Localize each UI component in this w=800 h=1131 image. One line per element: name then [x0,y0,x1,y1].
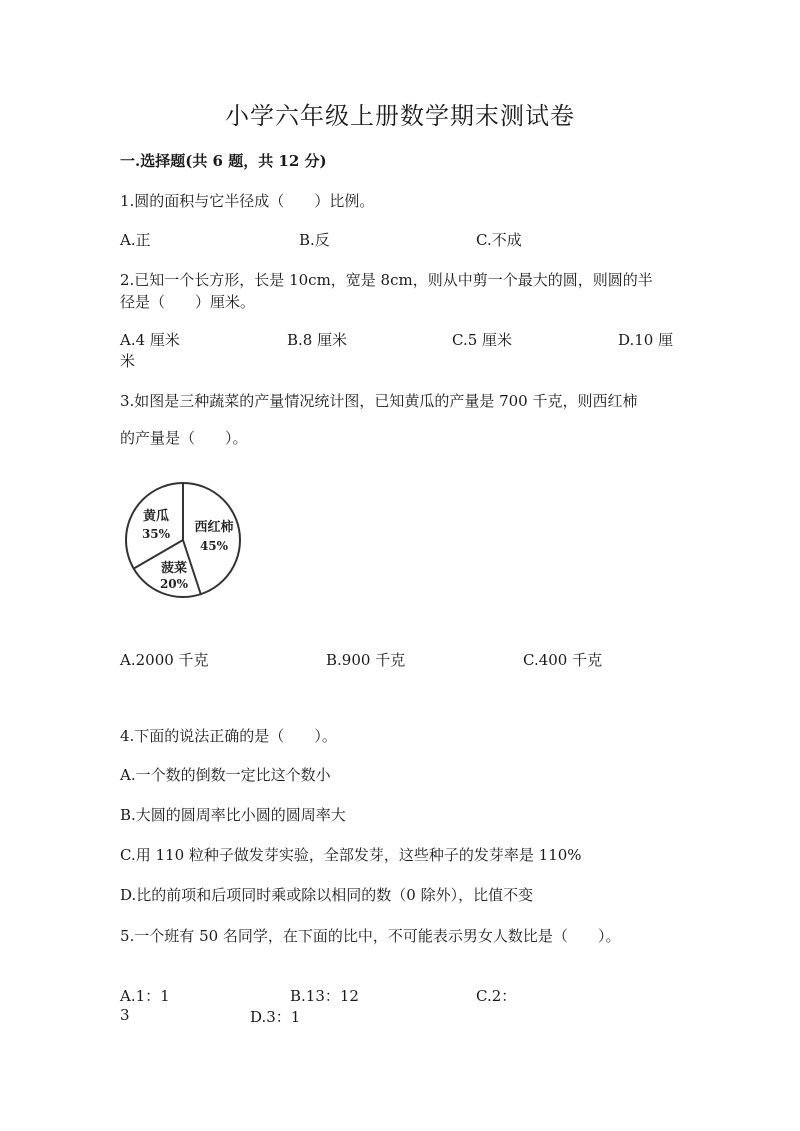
question-1: 1.圆的面积与它半径成（ ）比例。 [120,192,375,210]
q5-option-a: A.1：1 [120,987,170,1005]
page-title: 小学六年级上册数学期末测试卷 [225,102,575,130]
q3-option-b: B.900 千克 [326,651,406,669]
slice-label-spinach: 菠菜 [160,561,188,576]
q4-option-d: D.比的前项和后项同时乘或除以相同的数（0 除外），比值不变 [120,886,534,904]
q2-option-a: A.4 厘米 [120,331,180,349]
slice-pct-tomato: 45% [199,539,229,553]
q2-option-b: B.8 厘米 [287,331,348,349]
q4-option-a: A.一个数的倒数一定比这个数小 [120,766,331,784]
question-3-line-1: 3.如图是三种蔬菜的产量情况统计图，已知黄瓜的产量是 700 千克，则西红柿 [120,392,638,410]
question-2-line-1: 2.已知一个长方形，长是 10cm，宽是 8cm，则从中剪一个最大的圆，则圆的半 [120,271,653,289]
q5-option-d: D.3：1 [250,1008,301,1026]
q3-option-a: A.2000 千克 [120,651,209,669]
q5-option-c: C.2： [476,987,517,1005]
slice-pct-spinach: 20% [159,577,189,591]
slice-pct-cucumber: 35% [141,527,171,541]
q1-option-c: C.不成 [476,231,522,249]
q2-option-c: C.5 厘米 [452,331,513,349]
q1-option-a: A.正 [120,231,151,249]
slice-label-cucumber: 黄瓜 [142,509,170,524]
q4-option-b: B.大圆的圆周率比小圆的圆周率大 [120,806,346,824]
question-4: 4.下面的说法正确的是（ ）。 [120,727,337,745]
q5-option-b: B.13：12 [290,987,359,1005]
slice-label-tomato: 西红柿 [194,520,234,535]
question-5: 5.一个班有 50 名同学，在下面的比中，不可能表示男女人数比是（ ）。 [120,927,621,945]
q2-option-d: D.10 厘 [618,331,674,349]
question-2-line-2: 径是（ ）厘米。 [120,293,256,311]
q1-option-b: B.反 [299,231,330,249]
q5-option-c-wrap: 3 [120,1006,130,1024]
q2-option-d-wrap: 米 [120,352,136,370]
q4-option-c: C.用 110 粒种子做发芽实验，全部发芽，这些种子的发芽率是 110% [120,846,582,864]
question-3-line-2: 的产量是（ ）。 [120,429,248,447]
pie-chart [118,478,248,608]
q3-option-c: C.400 千克 [523,651,603,669]
section-heading: 一.选择题(共 6 题，共 12 分) [120,152,327,170]
